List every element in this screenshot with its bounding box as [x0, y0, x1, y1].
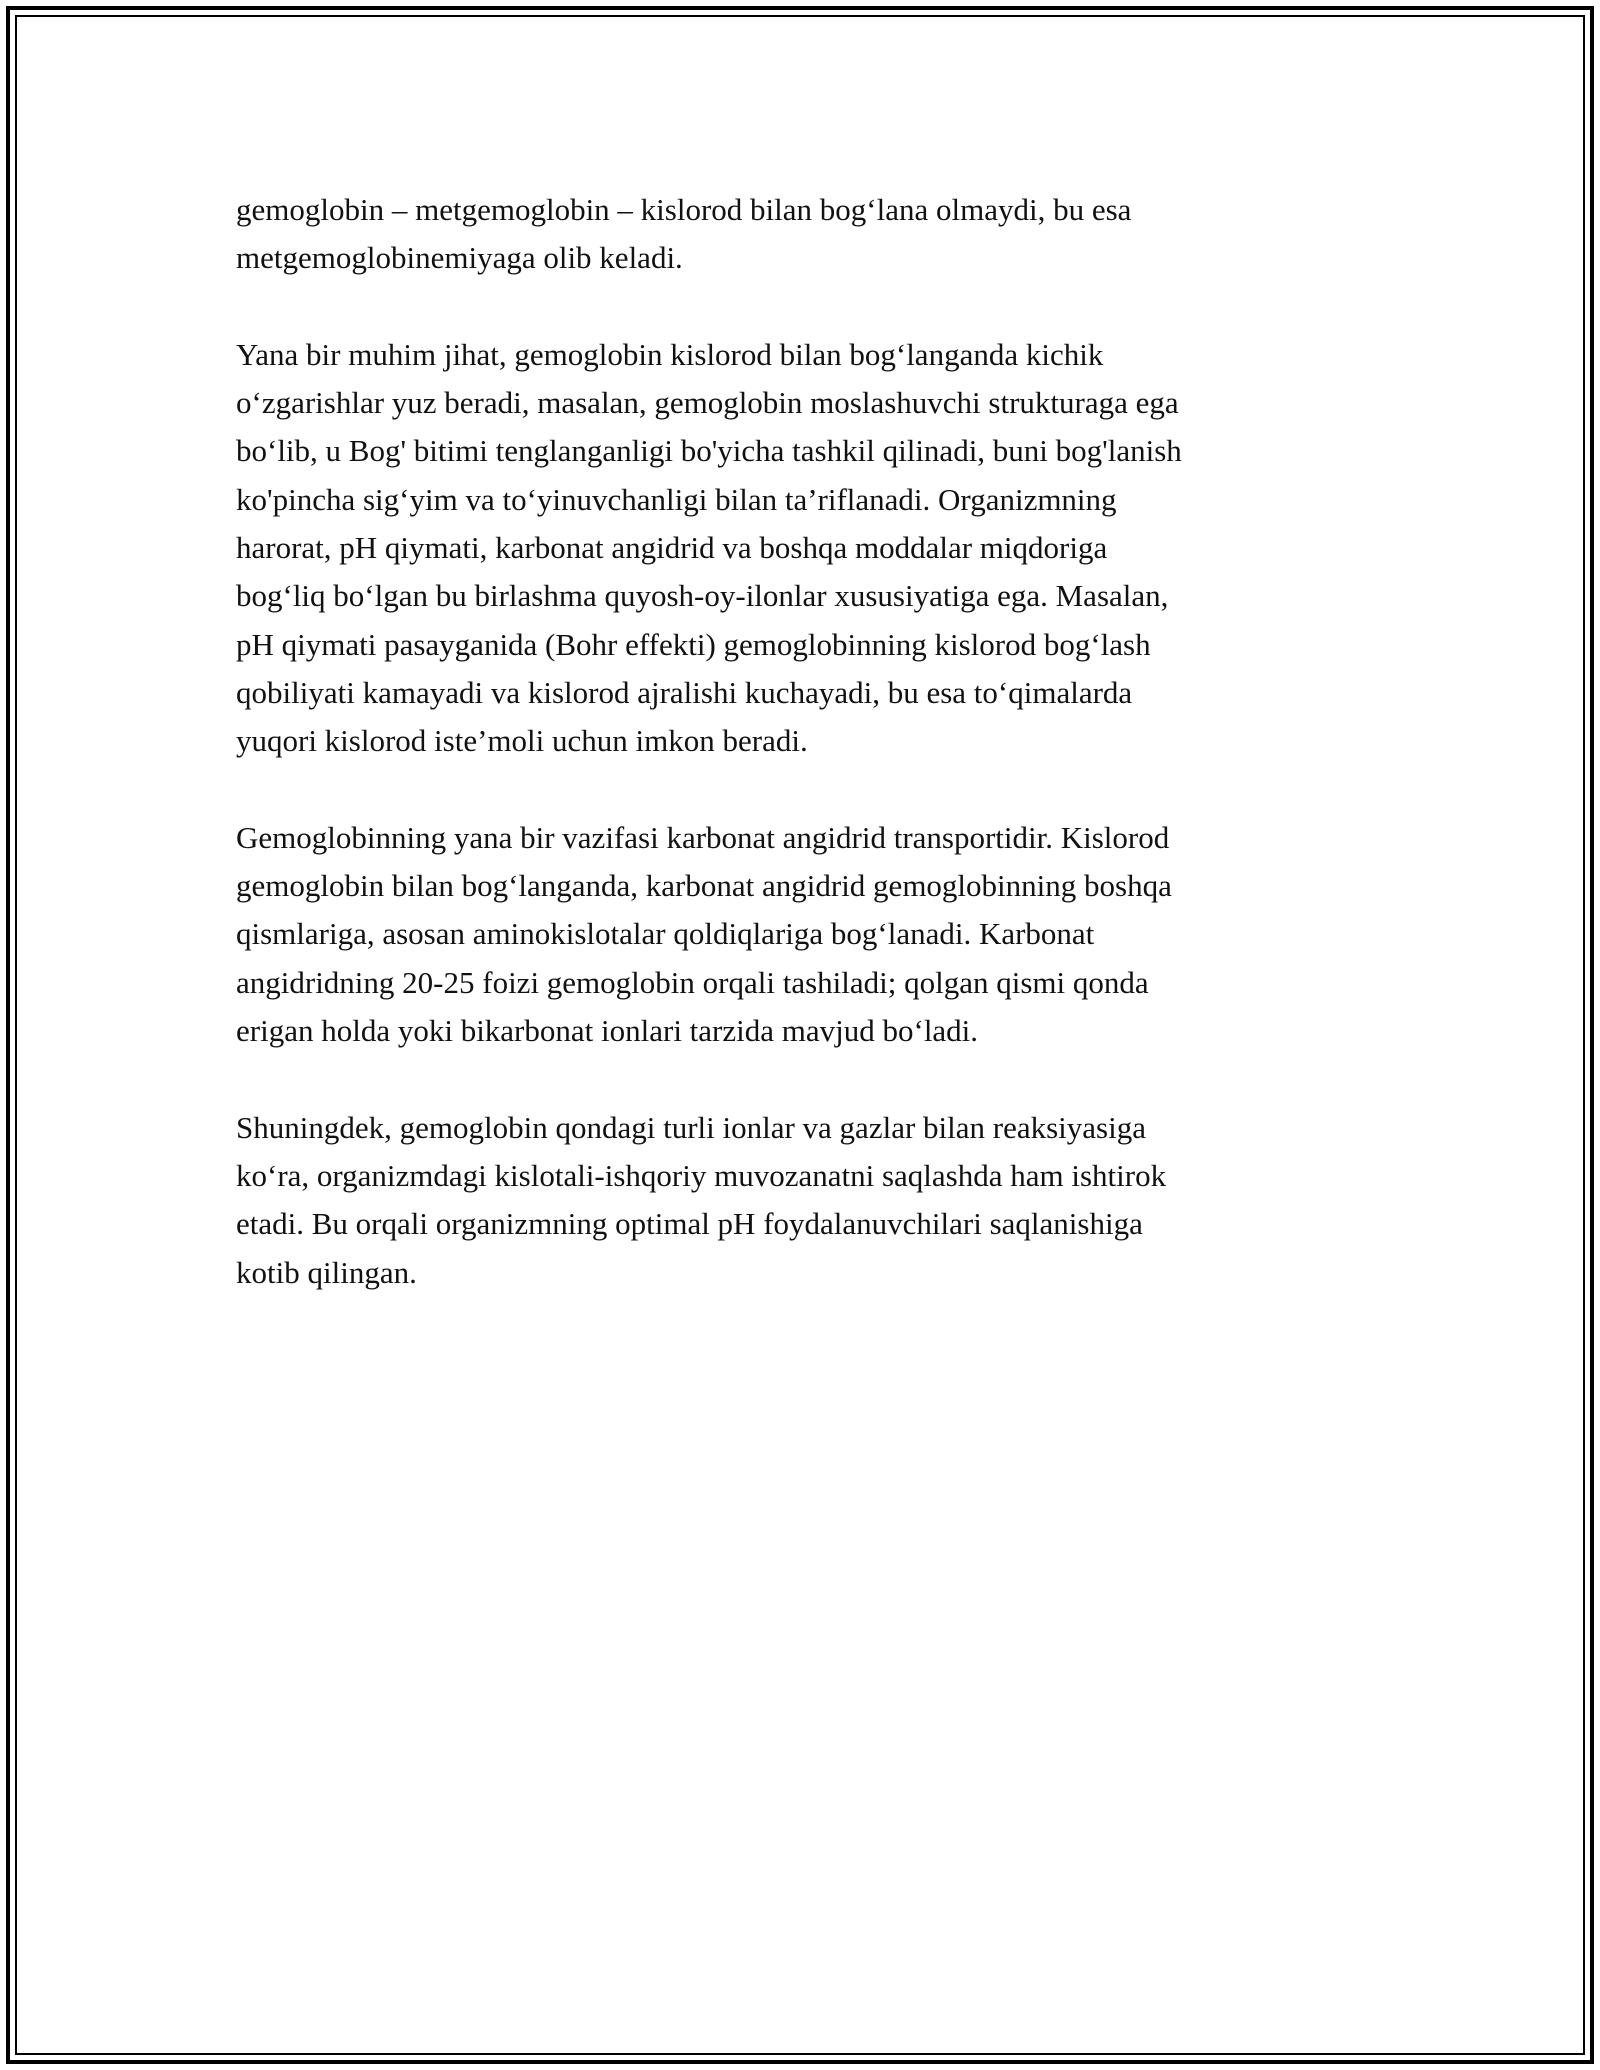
document-body — [236, 186, 1366, 1297]
paragraph-4: Shuningdek, gemoglobin qondagi turli ionlar va gazlar bilan reaksiyasiga ko‘ra, organizmdagi kislotali-ishqoriy muvozanatni saqlashda ham ishtirok etadi. Bu orqali organizmning optimal pH foydalanuvchilari saqlanishiga kotib qilingan. — [236, 1109, 1167, 1290]
paragraph-3: Gemoglobinning yana bir vazifasi karbonat angidrid transportidir. Kislorod gemoglobin bilan bog‘langanda, karbonat angidrid gemoglobinning boshqa qismlariga, asosan aminokislotalar qoldiqlariga bog‘lanadi. Karbonat angidridning 20-25 foizi gemoglobin orqali tashiladi; qolgan qismi qonda erigan holda yoki bikarbonat ionlari tarzida mavjud bo‘ladi. — [236, 819, 1172, 1049]
paragraph-2: Yana bir muhim jihat, gemoglobin kislorod bilan bog‘langanda kichik o‘zgarishlar yuz beradi, masalan, gemoglobin moslashuvchi strukturaga ega bo‘lib, u Bog' bitimi tenglanganligi bo'yicha tashkil qilinadi, buni bog'lanish ko'pincha sig‘yim va to‘yinuvchanligi bilan ta’riflanadi. Organizmning harorat, pH qiymati, karbonat angidrid va boshqa moddalar miqdoriga bog‘liq bo‘lgan bu birlashma quyosh-oy-ilonlar xususiyatiga ega. Masalan, pH qiymati pasayganida (Bohr effekti) gemoglobinning kislorod bog‘lash qobiliyati kamayadi va kislorod ajralishi kuchayadi, bu esa to‘qimalarda yuqori kislorod iste’moli uchun imkon beradi. — [236, 336, 1182, 759]
paragraph-1: gemoglobin – metgemoglobin – kislorod bilan bog‘lana olmaydi, bu esa metgemoglobinemiyaga olib keladi. — [236, 192, 1132, 276]
